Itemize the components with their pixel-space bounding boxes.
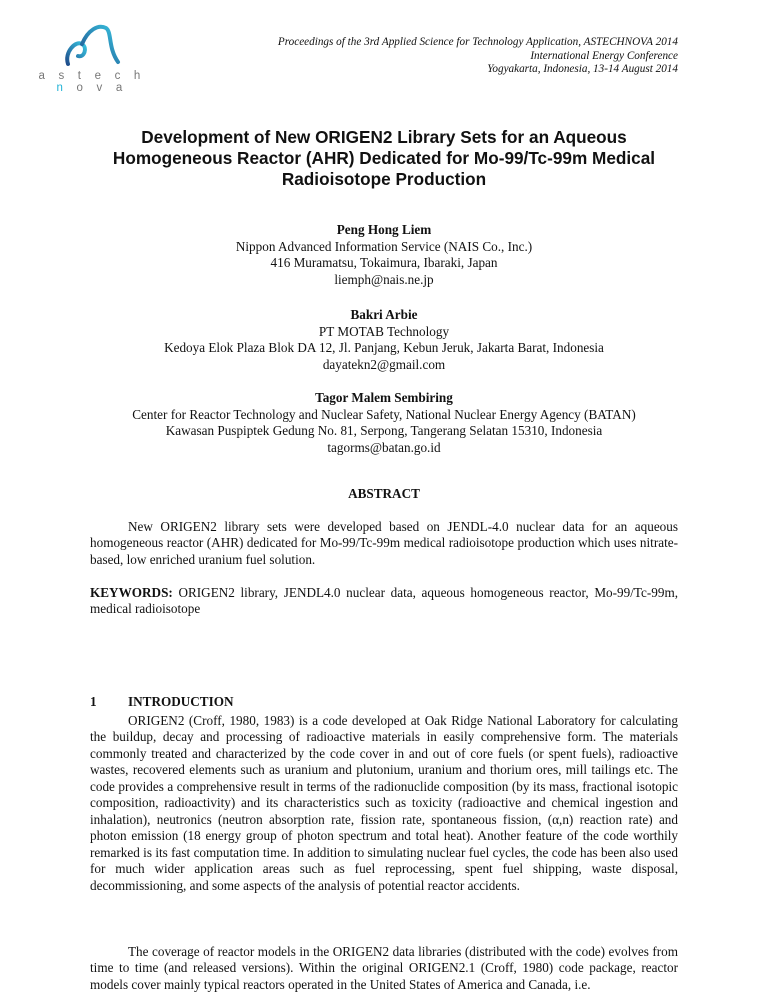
abstract-heading: ABSTRACT — [348, 486, 420, 501]
author-email[interactable]: tagorms@batan.go.id — [327, 439, 441, 455]
section-title: INTRODUCTION — [128, 694, 234, 709]
header-line-3: Yogyakarta, Indonesia, 13-14 August 2014 — [487, 63, 678, 75]
keywords-label: KEYWORDS: — [90, 585, 173, 600]
author-block-2 — [0, 307, 768, 373]
author-address: Kawasan Puspiptek Gedung No. 81, Serpong, Tangerang Selatan 15310, Indonesia — [165, 423, 603, 438]
author-affiliation: Center for Reactor Technology and Nuclear Safety, National Nuclear Energy Agency (BATAN) — [132, 406, 636, 422]
header-line-2: International Energy Conference — [530, 49, 678, 62]
author-name: Peng Hong Liem — [336, 222, 432, 237]
author-name: Bakri Arbie — [350, 307, 418, 322]
author-email[interactable]: dayatekn2@gmail.com — [322, 356, 446, 372]
author-block-3 — [0, 390, 768, 456]
author-affiliation: PT MOTAB Technology — [318, 323, 450, 339]
author-address: 416 Muramatsu, Tokaimura, Ibaraki, Japan — [270, 255, 498, 270]
section-heading — [90, 694, 234, 710]
abstract-text: New ORIGEN2 library sets were developed based on JENDL-4.0 nuclear data for an aqueous homogeneous reactor (AHR) dedicated for Mo-99/Tc-99m medical radioisotope production which uses nitrate-based, low enriched uranium fuel solution. — [90, 519, 678, 567]
astechnova-logo-mark — [58, 22, 128, 68]
section-number: 1 — [90, 694, 97, 709]
author-email[interactable]: liemph@nais.ne.jp — [334, 271, 434, 287]
author-name: Tagor Malem Sembiring — [315, 390, 453, 405]
keywords-text: ORIGEN2 library, JENDL4.0 nuclear data, aqueous homogeneous reactor, Mo-99/Tc-99m, medical radioisotope — [90, 585, 679, 617]
author-block-1 — [0, 222, 768, 288]
proceedings-header — [278, 36, 678, 77]
header-line-1: Proceedings of the 3rd Applied Science for Technology Application, ASTECHNOVA 2014 — [277, 36, 678, 48]
intro-paragraph-1: ORIGEN2 (Croff, 1980, 1983) is a code developed at Oak Ridge National Laboratory for calculating the buildup, decay and processing of radioactive materials in easily comprehensive form. The materials commonly treated and characterized by the code cover in and out of core fuels (or spent fuels), radioactive wastes, recovered elements such as uranium and plutonium, uranium and thorium ores, mill tailings etc. The code provides a comprehensive result in terms of the radionuclide composition (by its mass, fractional isotopic composition, radioactivity) and its characteristics such as toxicity (radioactive and chemical ingestion and inhalation), neutronics (neutron absorption rate, fission rate, spontaneous fission, (α,n) reaction rate) and photon emission (18 energy group of photon spectrum and total heat). Another feature of the code worthily remarked is its fast computation time. In addition to simulating nuclear fuel cycles, the code has been also used for much wider application areas such as fuel reprocessing, spent fuel shipping, waste disposal, decommissioning, and some aspects of the analysis of potential reactor accidents. — [90, 713, 678, 893]
keywords — [90, 585, 678, 618]
astechnova-logo — [30, 22, 160, 92]
paper-title: Development of New ORIGEN2 Library Sets for an Aqueous Homogeneous Reactor (AHR) Dedicated for Mo-99/Tc-99m Medical Radioisotope Production — [112, 127, 656, 189]
author-address: Kedoya Elok Plaza Blok DA 12, Jl. Panjang, Kebun Jeruk, Jakarta Barat, Indonesia — [164, 340, 604, 355]
logo-wordmark: a s t e c h n o v a — [38, 70, 146, 94]
author-affiliation: Nippon Advanced Information Service (NAIS Co., Inc.) — [235, 238, 533, 254]
intro-paragraph-2: The coverage of reactor models in the ORIGEN2 data libraries (distributed with the code) evolves from time to time (and released versions). Within the original ORIGEN2.1 (Croff, 1980) code package, reactor models cover mainly typical reactors operated in the United States of America and Canada, i.e. — [90, 944, 678, 992]
